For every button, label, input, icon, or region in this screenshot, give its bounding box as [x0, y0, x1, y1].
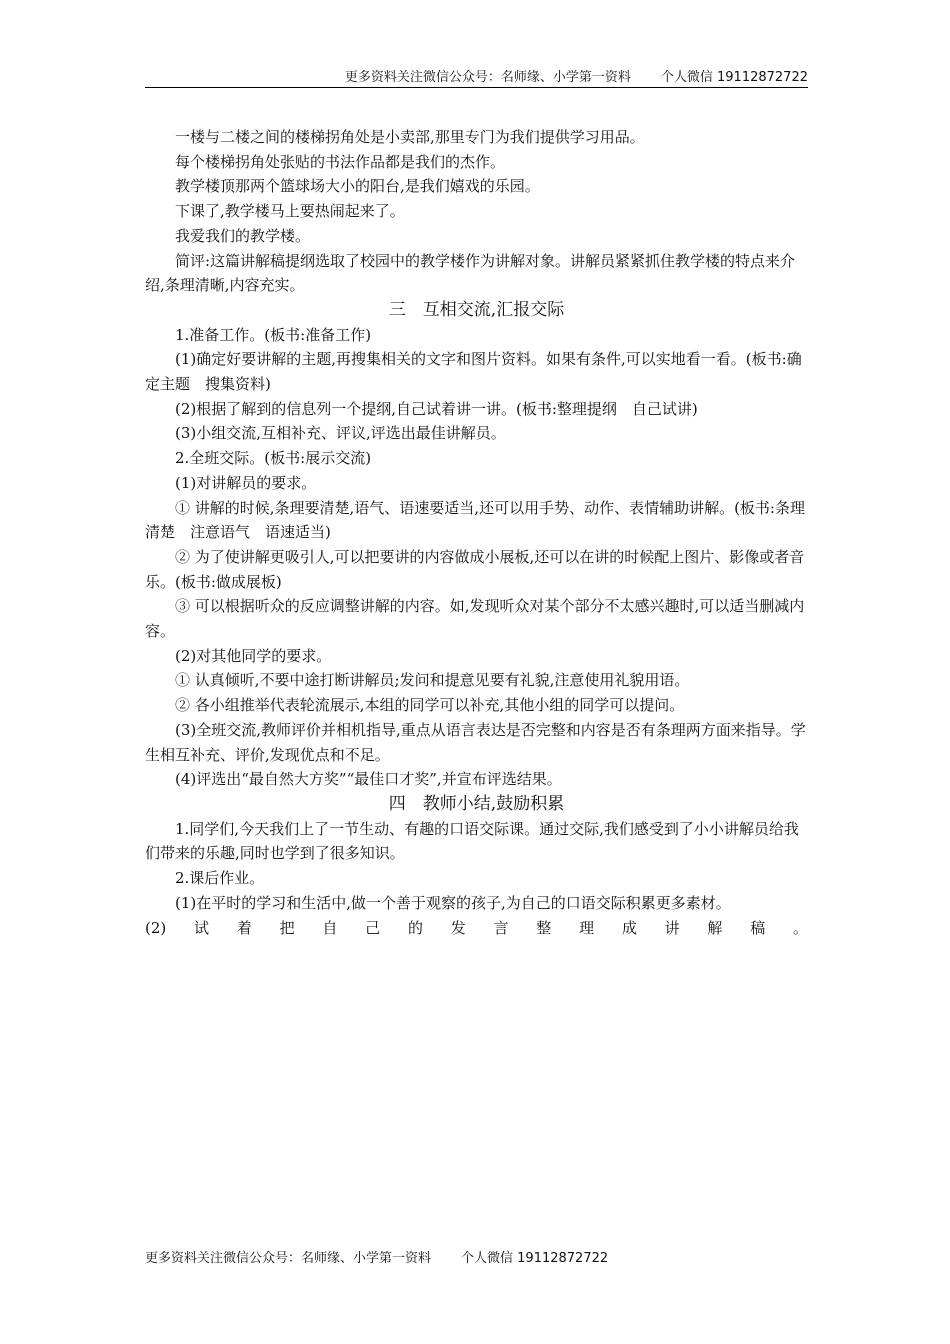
section-3-item: (2)对其他同学的要求。 — [175, 646, 332, 665]
section-3-item: 2.全班交际。(板书:展示交流) — [175, 449, 372, 468]
paragraph: 每个楼梯拐角处张贴的书法作品都是我们的杰作。 — [175, 152, 506, 171]
section-4-title: 四 教师小结,鼓励积累 — [388, 793, 565, 814]
header-text: 更多资料关注微信公众号：名师缘、小学第一资料 — [344, 70, 631, 85]
section-3-item: ② 为了使讲解更吸引人,可以把要讲的内容做成小展板,还可以在讲的时候配上图片、影像或者音乐。(板书:做成展板) — [145, 547, 805, 591]
footer-text: 更多资料关注微信公众号：名师缘、小学第一资料 — [145, 1251, 432, 1266]
section-4-item: (2)试着把自己的发言整理成讲解稿。 — [145, 918, 808, 937]
paragraph: 我爱我们的教学楼。 — [175, 226, 311, 245]
section-4-item: (1)在平时的学习和生活中,做一个善于观察的孩子,为自己的口语交际积累更多素材。 — [175, 893, 731, 912]
section-3-item: (4)评选出“最自然大方奖”“最佳口才奖”,并宣布评选结果。 — [175, 770, 562, 789]
section-3-item: (1)对讲解员的要求。 — [175, 473, 317, 492]
section-3-item: (3)小组交流,互相补充、评议,评选出最佳讲解员。 — [175, 424, 506, 443]
header-wechat: 个人微信 19112872722 — [660, 70, 808, 85]
page-header — [145, 66, 808, 85]
section-3-item: ② 各小组推举代表轮流展示,本组的同学可以补充,其他小组的同学可以提问。 — [175, 696, 685, 715]
footer-wechat: 个人微信 19112872722 — [461, 1251, 609, 1266]
page-footer — [145, 1247, 608, 1266]
paragraph: 下课了,教学楼马上要热闹起来了。 — [175, 202, 405, 221]
section-3-title: 三 互相交流,汇报交际 — [388, 299, 565, 320]
section-3-item: ③ 可以根据听众的反应调整讲解的内容。如,发现听众对某个部分不太感兴趣时,可以适当删减内容。 — [145, 597, 805, 641]
section-3-item: ① 讲解的时候,条理要清楚,语气、语速要适当,还可以用手势、动作、表情辅助讲解。(板书:条理清楚 注意语气 语速适当) — [145, 498, 805, 542]
section-3-item: 1.准备工作。(板书:准备工作) — [175, 325, 372, 344]
section-4-item: 1.同学们,今天我们上了一节生动、有趣的口语交际课。通过交际,我们感受到了小小讲解员给我们带来的乐趣,同时也学到了很多知识。 — [145, 819, 799, 863]
section-3-item: ① 认真倾听,不要中途打断讲解员;发问和提意见要有礼貌,注意使用礼貌用语。 — [175, 671, 690, 690]
document-body — [145, 125, 808, 940]
section-3-item: (1)确定好要讲解的主题,再搜集相关的文字和图片资料。如果有条件,可以实地看一看。(板书:确定主题 搜集资料) — [145, 350, 802, 394]
paragraph: 教学楼顶那两个篮球场大小的阳台,是我们嬉戏的乐园。 — [175, 177, 540, 196]
section-3-item: (3)全班交流,教师评价并相机指导,重点从语言表达是否完整和内容是否有条理两方面来指导。学生相互补充、评价,发现优点和不足。 — [145, 720, 806, 764]
header-divider — [145, 87, 808, 88]
paragraph: 一楼与二楼之间的楼梯拐角处是小卖部,那里专门为我们提供学习用品。 — [175, 128, 645, 146]
section-4-item: 2.课后作业。 — [175, 869, 265, 888]
section-3-item: (2)根据了解到的信息列一个提纲,自己试着讲一讲。(板书:整理提纲 自己试讲) — [175, 399, 698, 418]
review-paragraph: 简评:这篇讲解稿提纲选取了校园中的教学楼作为讲解对象。讲解员紧紧抓住教学楼的特点来介绍,条理清晰,内容充实。 — [145, 251, 796, 295]
